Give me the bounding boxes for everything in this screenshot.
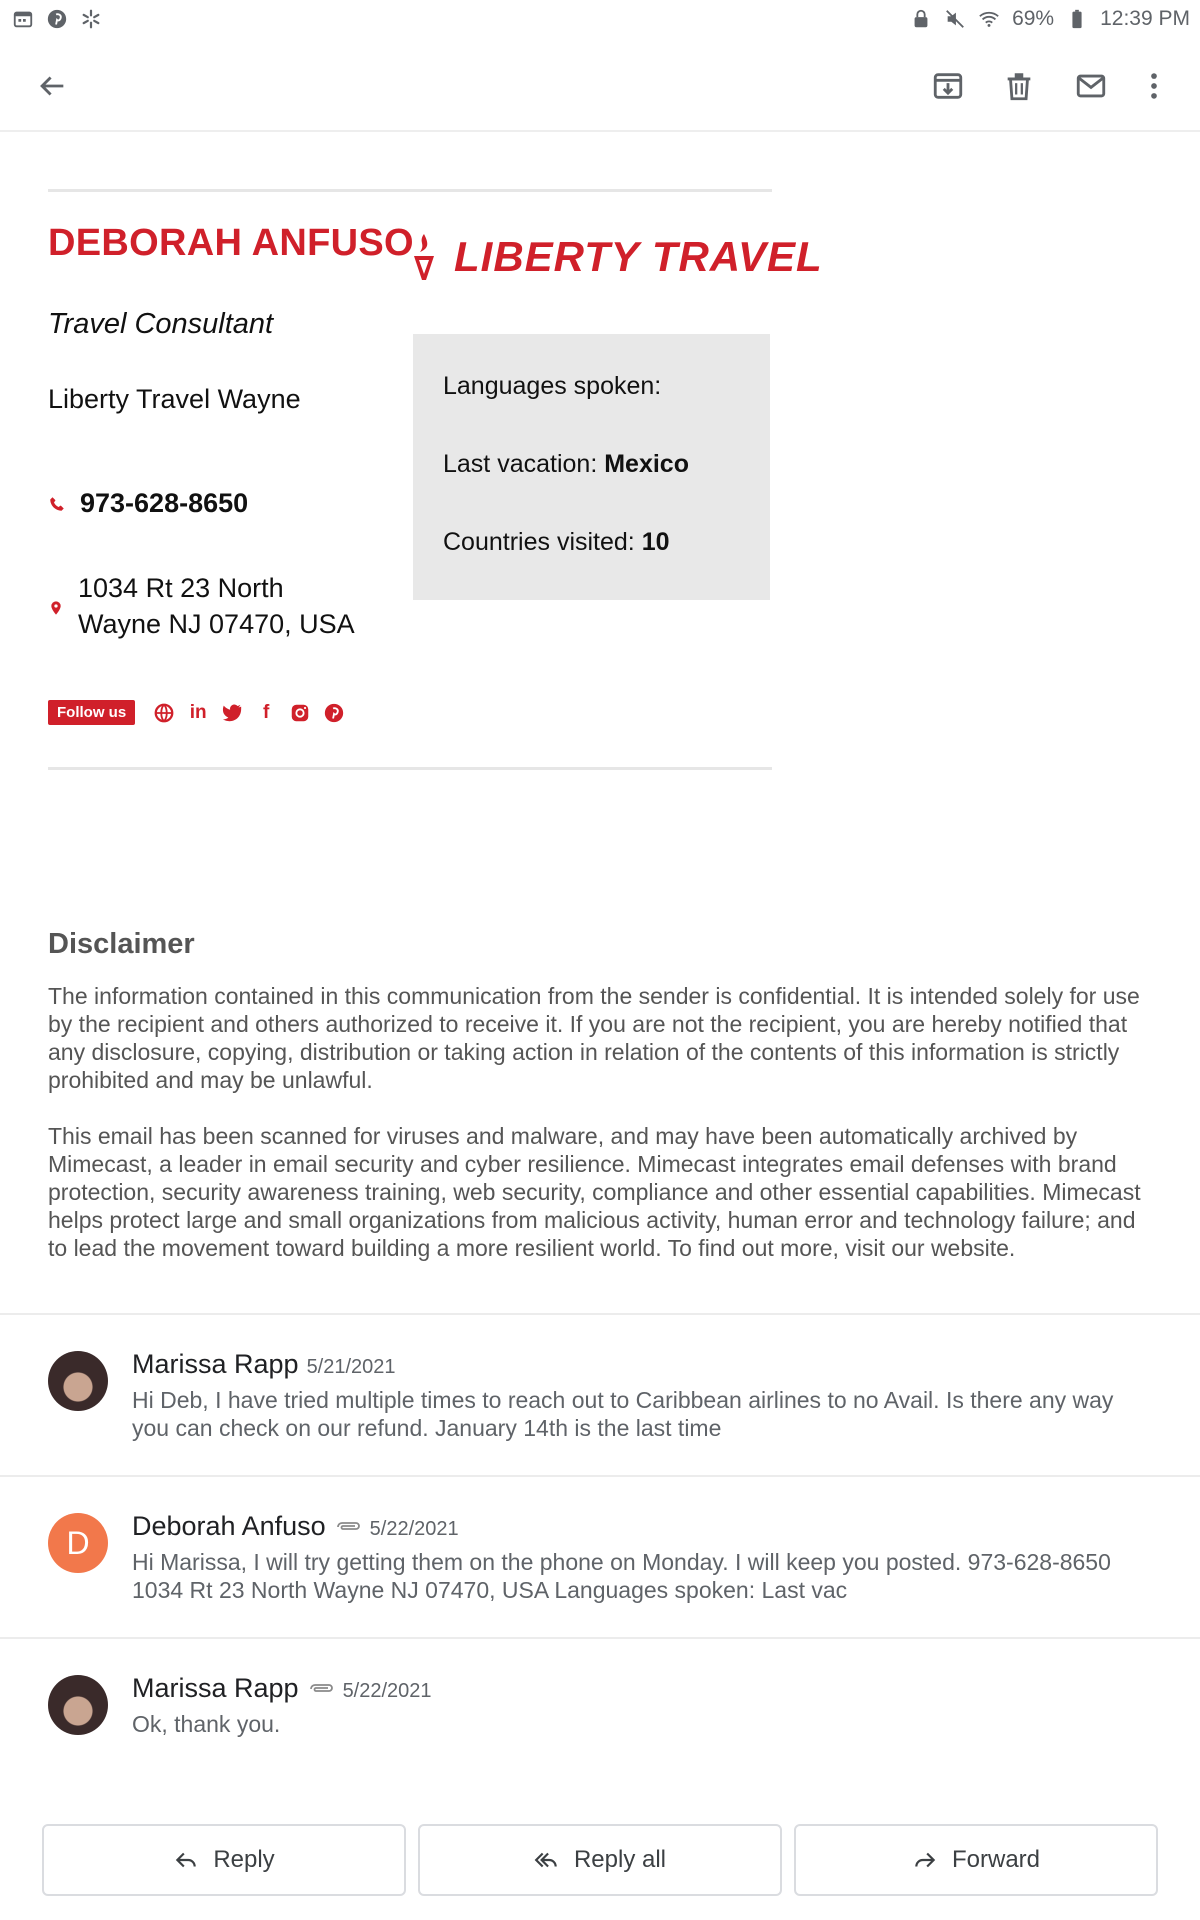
last-vacation-row	[443, 450, 770, 528]
agent-info-box	[413, 334, 770, 600]
message-snippet: Hi Marissa, I will try getting them on the phone on Monday. I will keep you posted. 973-628-8650 1034 Rt 23 North Wayne NJ 07470, USA Languages spoken: Last vac	[132, 1549, 1111, 1603]
avatar	[48, 1351, 108, 1411]
delete-icon	[1002, 69, 1036, 103]
languages-row	[443, 372, 770, 450]
signature-name: DEBORAH ANFUSO	[48, 222, 414, 264]
archive-button[interactable]	[920, 58, 976, 114]
sender-name: Marissa Rapp	[132, 1349, 299, 1379]
battery-icon	[1066, 8, 1088, 30]
address-line-2: Wayne NJ 07470, USA	[78, 609, 355, 639]
battery-percent: 69%	[1012, 7, 1055, 30]
linkedin-icon[interactable]: in	[189, 701, 207, 723]
phone-number[interactable]: 973-628-8650	[80, 488, 249, 518]
signature-address	[48, 570, 355, 642]
more-options-button[interactable]	[1126, 58, 1182, 114]
lock-icon	[910, 8, 932, 30]
last-vacation-label: Last vacation:	[443, 450, 605, 478]
mark-unread-icon	[1074, 69, 1108, 103]
brand-wordmark: LIBERTY TRAVEL	[454, 233, 823, 280]
message-snippet: Hi Deb, I have tried multiple times to reach out to Caribbean airlines to no Avail. Is there any way you can check on our refund. January 14th is the last time	[132, 1387, 1114, 1441]
forward-button[interactable]	[794, 1824, 1158, 1896]
social-links	[153, 702, 345, 724]
disclaimer-paragraph-2: This email has been scanned for viruses and malware, and may have been automatically archived by Mimecast, a leader in email security and cyber resilience. Mimecast integrates email defenses with brand protection, security awareness training, web security, compliance and other essential capabilities. Mimecast helps protect large and small organizations from malicious activity, human error and technology failure; and to lead the movement toward building a more resilient world. To find out more, visit our website.	[48, 1123, 1141, 1261]
liberty-travel-logo	[410, 232, 823, 282]
thread-message-3[interactable]	[0, 1639, 1200, 1759]
thread-message-2[interactable]	[0, 1477, 1200, 1637]
torch-icon	[410, 232, 438, 282]
forward-icon	[912, 1847, 938, 1873]
countries-value: 10	[641, 528, 670, 556]
status-bar-left	[12, 8, 102, 30]
avatar: D	[48, 1513, 108, 1573]
top-app-bar	[0, 38, 1200, 132]
facebook-icon[interactable]: f	[263, 701, 270, 723]
instagram-icon[interactable]	[289, 702, 311, 724]
follow-us-badge: Follow us	[48, 700, 135, 725]
forward-label: Forward	[951, 1846, 1041, 1873]
pinterest-social-icon[interactable]	[323, 702, 345, 724]
reply-label: Reply	[213, 1846, 275, 1873]
pinterest-icon	[46, 8, 68, 30]
signature-phone[interactable]	[48, 488, 248, 519]
message-snippet: Ok, thank you.	[132, 1711, 281, 1737]
avatar	[48, 1675, 108, 1735]
sender-name: Deborah Anfuso	[132, 1511, 326, 1541]
attachment-icon	[307, 1681, 335, 1697]
calendar-icon	[12, 8, 34, 30]
clock: 12:39 PM	[1100, 7, 1190, 30]
mute-icon	[944, 8, 966, 30]
signature-office: Liberty Travel Wayne	[48, 384, 301, 414]
thread-message-1[interactable]	[0, 1315, 1200, 1475]
message-header	[132, 1511, 459, 1542]
reply-all-button[interactable]	[418, 1824, 782, 1896]
website-globe-icon[interactable]	[153, 702, 175, 724]
status-bar	[0, 0, 1200, 38]
location-pin-icon	[48, 574, 64, 642]
disclaimer-paragraph-1: The information contained in this communication from the sender is confidential. It is intended solely for use by the recipient and others authorized to receive it. If you are not the recipient, you are hereby notified that any disclosure, copying, distribution or taking action in relation of the contents of this information is strictly prohibited and may be unlawful.	[48, 983, 1140, 1093]
signature-title: Travel Consultant	[48, 308, 274, 340]
social-follow-row	[48, 700, 345, 725]
disclaimer-title: Disclaimer	[48, 928, 195, 960]
message-date: 5/22/2021	[342, 1680, 432, 1702]
countries-row	[443, 528, 770, 606]
status-bar-right	[910, 7, 1190, 31]
mark-unread-button[interactable]	[1063, 58, 1119, 114]
address-line-1: 1034 Rt 23 North	[78, 573, 284, 603]
attachment-icon	[334, 1519, 362, 1535]
back-button[interactable]	[24, 58, 80, 114]
delete-button[interactable]	[991, 58, 1047, 114]
message-header	[132, 1673, 432, 1704]
walmart-icon	[80, 8, 102, 30]
more-vert-icon	[1137, 69, 1171, 103]
countries-label: Countries visited:	[443, 528, 642, 556]
reply-icon	[173, 1847, 199, 1873]
back-arrow-icon	[35, 69, 69, 103]
twitter-icon[interactable]	[221, 702, 243, 724]
reply-button[interactable]	[42, 1824, 406, 1896]
archive-icon	[931, 69, 965, 103]
reply-all-icon	[534, 1847, 560, 1873]
reply-all-label: Reply all	[573, 1846, 667, 1873]
message-header	[132, 1349, 396, 1380]
last-vacation-value: Mexico	[604, 450, 689, 478]
wifi-icon	[978, 8, 1000, 30]
sender-name: Marissa Rapp	[132, 1673, 299, 1703]
phone-icon	[48, 495, 66, 513]
signature-bottom-divider	[48, 767, 772, 770]
message-date: 5/21/2021	[306, 1356, 396, 1378]
signature-top-divider	[48, 189, 772, 192]
languages-label: Languages spoken:	[443, 372, 662, 400]
message-date: 5/22/2021	[369, 1518, 459, 1540]
